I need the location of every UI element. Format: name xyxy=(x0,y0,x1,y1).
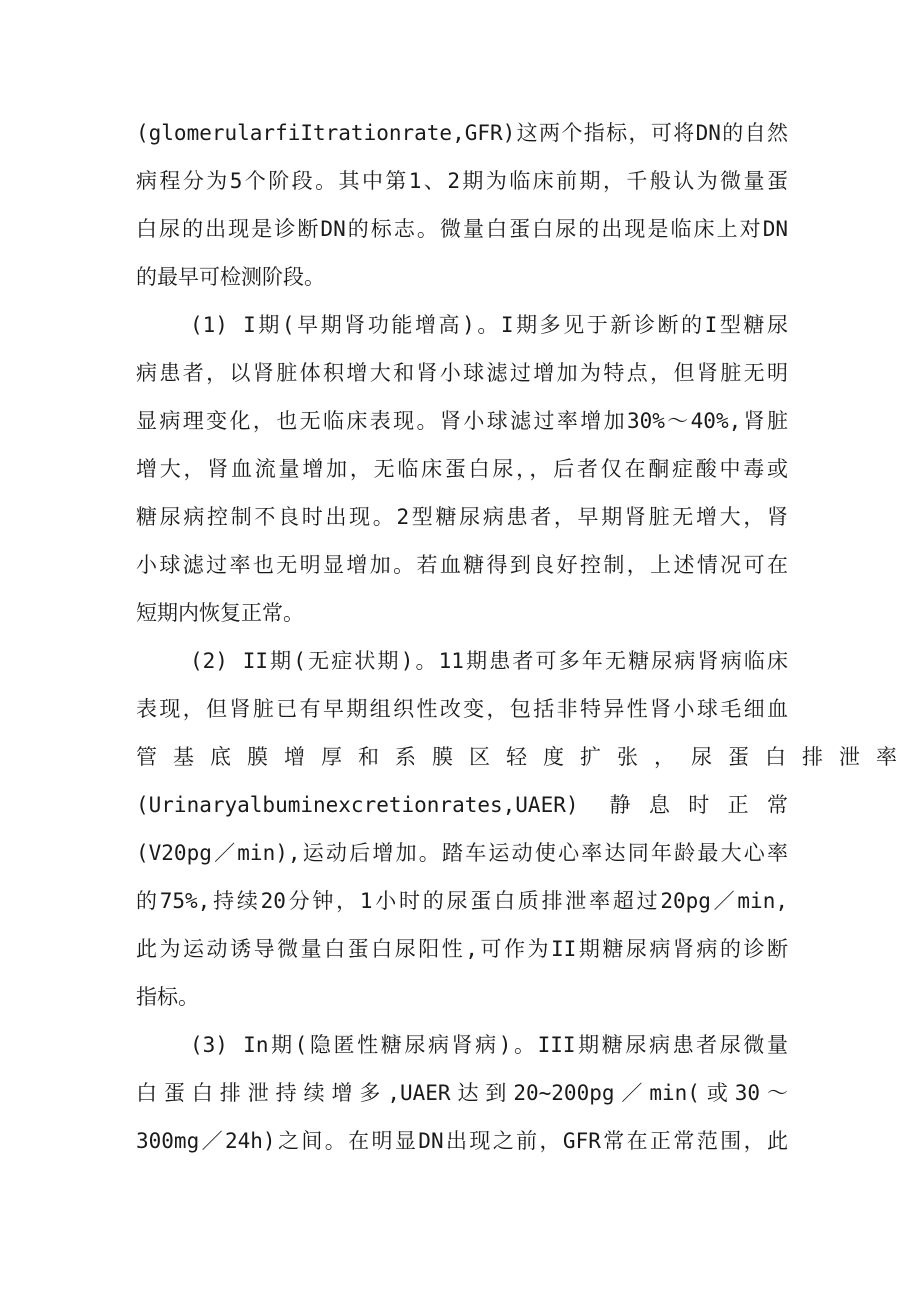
text-line: 显病理变化，也无临床表现。肾小球滤过率增加30%～40%,肾脏 xyxy=(136,409,788,433)
text-line: 的75%,持续20分钟，1小时的尿蛋白质排泄率超过20pg／min, xyxy=(136,889,788,913)
text-line: 增大，肾血流量增加，无临床蛋白尿，，后者仅在酮症酸中毒或 xyxy=(136,457,788,481)
text-line: 的最早可检测阶段。 xyxy=(136,265,325,289)
text-line: 此为运动诱导微量白蛋白尿阳性,可作为II期糖尿病肾病的诊断 xyxy=(136,937,788,961)
text-line: 糖尿病控制不良时出现。2型糖尿病患者，早期肾脏无增大，肾 xyxy=(136,505,788,529)
paragraph-stage-1 xyxy=(136,301,788,637)
text-line: 管基底膜增厚和系膜区轻度扩张，尿蛋白排泄率 xyxy=(136,745,913,769)
paragraph-gfr-intro xyxy=(136,109,788,301)
text-line: 300mg／24h)之间。在明显DN出现之前，GFR常在正常范围，此 xyxy=(136,1129,788,1153)
text-line: 白尿的出现是诊断DN的标志。微量白蛋白尿的出现是临床上对DN xyxy=(136,217,788,241)
text-line: (Urinaryalbuminexcretionrates,UAER) 静息时正常 xyxy=(136,793,788,817)
paragraph-stage-2 xyxy=(136,637,913,1021)
text-line: 白蛋白排泄持续增多,UAER达到20~200pg／min(或30～ xyxy=(136,1081,788,1105)
text-line: 病程分为5个阶段。其中第1、2期为临床前期，千般认为微量蛋 xyxy=(136,169,788,193)
paragraph-stage-3 xyxy=(136,1021,788,1165)
text-line: 短期内恢复正常。 xyxy=(136,601,304,625)
text-line: 病患者，以肾脏体积增大和肾小球滤过增加为特点，但肾脏无明 xyxy=(136,361,788,385)
text-line: 小球滤过率也无明显增加。若血糖得到良好控制，上述情况可在 xyxy=(136,553,788,577)
text-line: (glomerularfiItrationrate,GFR)这两个指标，可将DN的自然 xyxy=(136,121,788,145)
text-line: 指标。 xyxy=(136,985,199,1009)
text-line: (1) I期(早期肾功能增高)。I期多见于新诊断的I型糖尿 xyxy=(190,313,788,337)
text-line: (3) In期(隐匿性糖尿病肾病)。III期糖尿病患者尿微量 xyxy=(190,1033,788,1057)
document-body xyxy=(136,109,913,1165)
text-line: (V20pg／min),运动后增加。踏车运动使心率达同年龄最大心率 xyxy=(136,841,788,865)
text-line: (2) II期(无症状期)。11期患者可多年无糖尿病肾病临床 xyxy=(190,649,788,673)
text-line: 表现，但肾脏已有早期组织性改变，包括非特异性肾小球毛细血 xyxy=(136,697,788,721)
